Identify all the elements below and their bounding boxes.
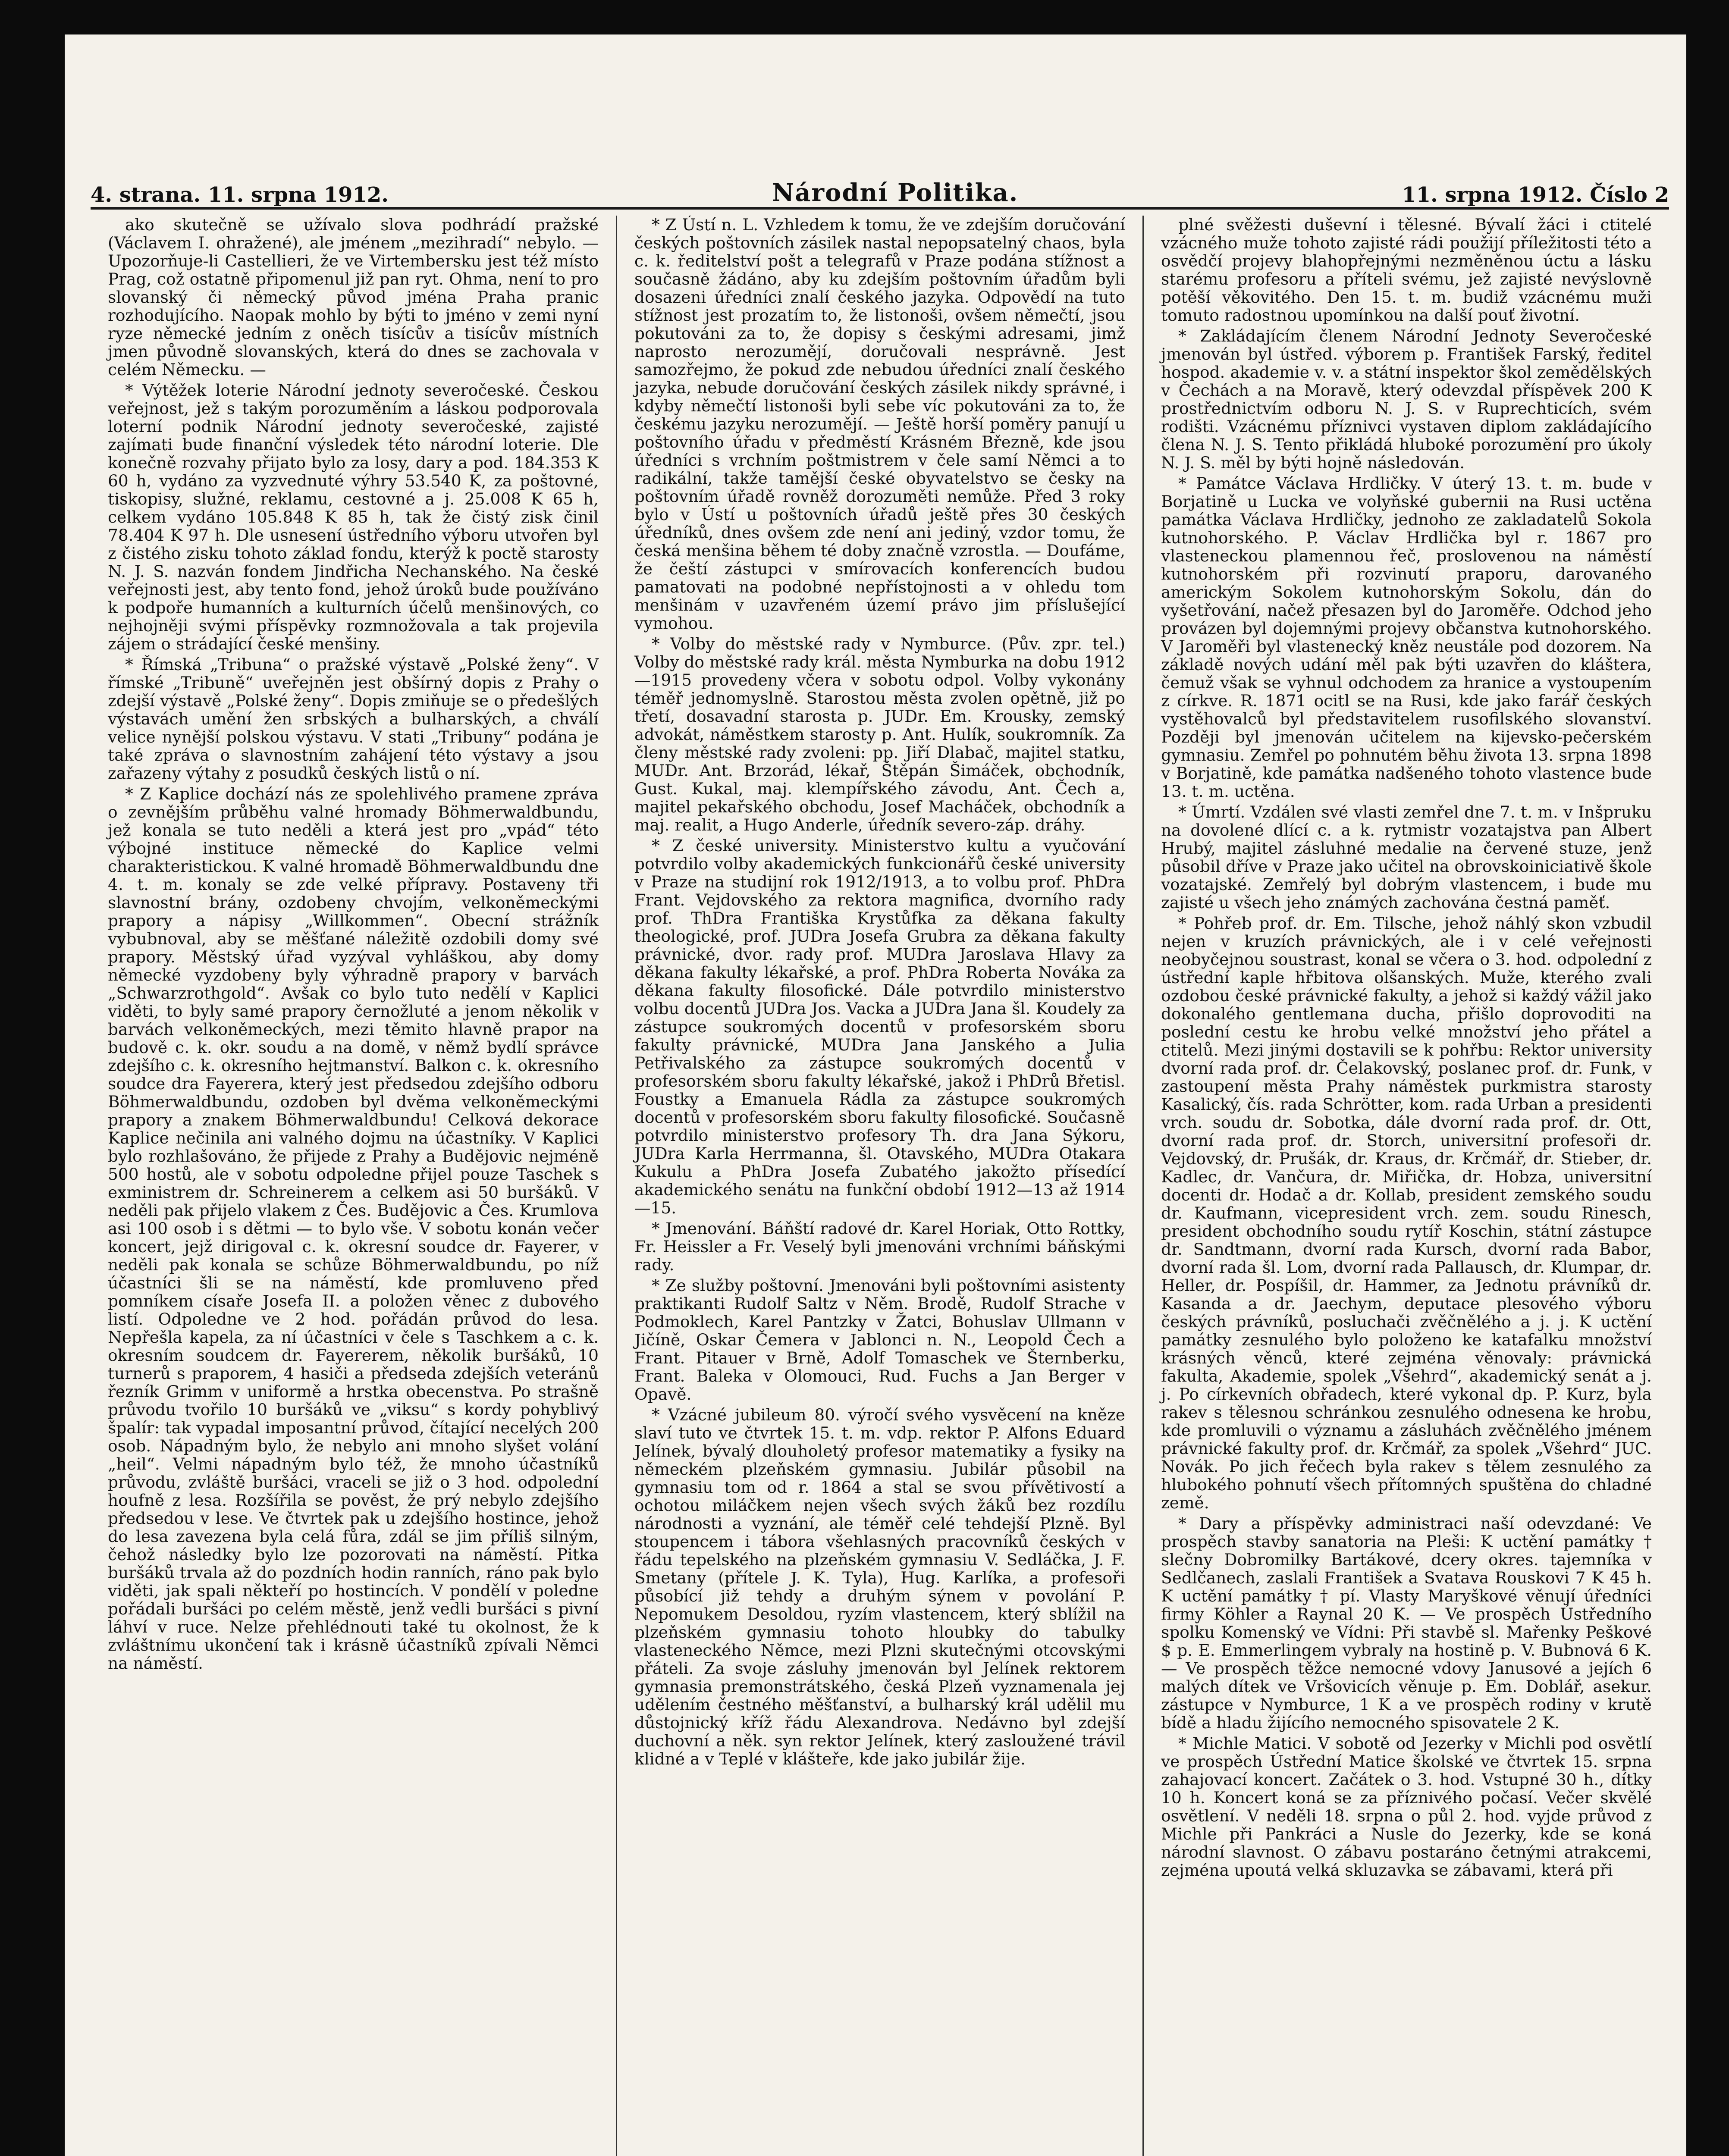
header-left: 4. strana. 11. srpna 1912.	[91, 183, 389, 207]
article-paragraph: * Michle Matici. V sobotě od Jezerky v Michli pod osvětlí ve prospěch Ústřední Matice školské ve čtvrtek 15. srpna zahajovací koncert. Začátek o 3. hod. Vstupné 30 h., dítky 10 h. Koncert koná se za příznivého počasí. Večer skvělé osvětlení. V neděli 18. srpna o půl 2. hod. vyjde průvod z Michle při Pankráci a Nusle do Jezerky, kde se koná národní slavnost. O zábavu postaráno četnými atrakcemi, zejména upoutá velká skluzavka se zábavami, která při	[1161, 1734, 1652, 1880]
article-paragraph: * Zakládajícím členem Národní Jednoty Severočeské jmenován byl ústřed. výborem p. František Farský, ředitel hospod. akademie v. v. a státní inspektor škol zemědělských v Čechách a na Moravě, který odevzdal příspěvek 200 K prostřednictvím odboru N. J. S. v Ruprechticích, svém rodišti. Vzácnému příznivci vystaven diplom zakládajícího člena N. J. S. Tento přikládá hluboké porozumění pro úkoly N. J. S. měl by býti hojně následován.	[1161, 326, 1652, 472]
header-right: 11. srpna 1912. Číslo 2	[1402, 183, 1669, 207]
article-paragraph: * Volby do městské rady v Nymburce. (Pův. zpr. tel.) Volby do městské rady král. města Nymburka na dobu 1912—1915 provedeny včera v sobotu odpol. Volby vykonány téměř jednomyslně. Starostou města zvolen opětně, již po třetí, dosavadní starosta p. JUDr. Em. Krousky, zemský advokát, náměstkem starosty p. Ant. Hulík, soukromník. Za členy městské rady zvoleni: pp. Jiří Dlabač, majitel statku, MUDr. Ant. Brzorád, lékař, Štěpán Šimáček, obchodník, Gust. Kukal, maj. klempířského závodu, Ant. Čech a, majitel pekařského obchodu, Josef Macháček, obchodník a maj. realit, a Hugo Anderle, úředník severo-záp. dráhy.	[634, 634, 1125, 834]
article-paragraph: * Římská „Tribuna“ o pražské výstavě „Polské ženy“. V římské „Tribuně“ uveřejněn jest obšírný dopis z Prahy o zdejší výstavě „Polské ženy“. Dopis zmiňuje se o předešlých výstavách umění žen srbských a bulharských, a chválí velice nynější polskou výstavu. V stati „Tribuny“ podána je také zpráva o slavnostním zahájení této výstavy a jsou zařazeny výtahy z posudků českých listů o ní.	[108, 655, 599, 783]
article-paragraph: * Památce Václava Hrdličky. V úterý 13. t. m. bude v Borjatině u Lucka ve volyňské gubernii na Rusi uctěna památka Václava Hrdličky, jednoho ze zakladatelů Sokola kutnohorského. P. Václav Hrdlička byl r. 1867 pro vlasteneckou plamennou řeč, proslovenou na náměstí kutnohorském při rozvinutí praporu, darovaného americkým Sokolem kutnohorským Sokolu, dán do vyšetřování, načež přesazen byl do Jaroměře. Odchod jeho provázen byl dojemnými projevy občanstva kutnohorského. V Jaroměři byl vlastenecký kněz neustále pod dozorem. Na základě nových udání měl pak býti uzavřen do kláštera, čemuž však se vyhnul odchodem za hranice a vystoupením z církve. R. 1871 ocitl se na Rusi, kde jako farář českých vystěhovalců byl představitelem rusofilského slovanství. Později byl jmenován učitelem na kijevsko-pečerském gymnasiu. Zemřel po pohnutém běhu života 13. srpna 1898 v Borjatině, kde památka nadšeného tohoto vlastence bude 13. t. m. uctěna.	[1161, 474, 1652, 801]
article-paragraph: * Dary a příspěvky administraci naší odevzdané: Ve prospěch stavby sanatoria na Pleši: K uctění památky † slečny Dobromilky Bartákové, dcery okres. tajemníka v Sedlčanech, zaslali František a Svatava Rouskovi 7 K 45 h. K uctění památky † pí. Vlasty Maryškové věnují úředníci firmy Köhler a Raynal 20 K. — Ve prospěch Ústředního spolku Komenský ve Vídni: Při stavbě sl. Mařenky Peškové $ p. E. Emmerlingem vybraly na hostině p. V. Bubnová 6 K. — Ve prospěch těžce nemocné vdovy Janusové a jejích 6 malých dítek ve Vršovicích věnuje p. Em. Doblář, asekur. zástupce v Nymburce, 1 K a ve prospěch rodiny v krutě bídě a hladu žijícího nemocného spisovatele 2 K.	[1161, 1514, 1652, 1732]
article-paragraph: * Z české university. Ministerstvo kultu a vyučování potvrdilo volby akademických funkcionářů české university v Praze na studijní rok 1912/1913, a to volbu prof. PhDra Frant. Vejdovského za rektora magnifica, dvorního rady prof. ThDra Františka Krystůfka za děkana fakulty theologické, prof. JUDra Josefa Grubra za děkana fakulty právnické, dvor. rady prof. MUDra Jaroslava Hlavy za děkana fakulty lékařské, a prof. PhDra Roberta Nováka za děkana fakulty filosofické. Dále potvrdilo ministerstvo volbu docentů JUDra Jos. Vacka a JUDra Jana šl. Koudely za zástupce soukromých docentů v profesorském sboru fakulty právnické, MUDra Jana Janského a Julia Petřivalského za zástupce soukromých docentů v profesorském sboru fakulty lékařské, jakož i PhDrů Břetisl. Foustky a Emanuela Rádla za zástupce soukromých docentů v profesorském sboru fakulty filosofické. Současně potvrdilo ministerstvo profesory Th. dra Jana Sýkoru, JUDra Karla Herrmanna, šl. Otavského, MUDra Otakara Kukulu a PhDra Josefa Zubatého jakožto přísedící akademického senátu na funkční období 1912—13 až 1914—15.	[634, 836, 1125, 1217]
article-paragraph: * Úmrtí. Vzdálen své vlasti zemřel dne 7. t. m. v Inšpruku na dovolené dlící c. a k. rytmistr vozatajstva pan Albert Hrubý, majitel zásluhné medalie na červené stuze, jenž působil dříve v Praze jako učitel na obrovskoiniciativě škole vozatajské. Zemřelý byl dobrým vlastencem, i bude mu zajisté u všech jeho známých zachována čestná paměť.	[1161, 802, 1652, 912]
column-2	[617, 216, 1144, 2156]
article-paragraph: * Z Ústí n. L. Vzhledem k tomu, že ve zdejším doručování českých poštovních zásilek nastal nepopsatelný chaos, byla c. k. ředitelství pošt a telegrafů v Praze podána stížnost a současně žádáno, aby ku zdejším poštovním úřadům byli dosazeni úředníci znalí českého jazyka. Odpovědí na tuto stížnost jest prozatím to, že listonoši, ovšem němečtí, jsou pokutováni za to, že dopisy s českými adresami, jimž naprosto nerozumějí, doručovali nesprávně. Jest samozřejmo, že pokud zde nebudou úředníci znalí českého jazyka, nebude doručování českých zásilek nikdy správné, i kdyby němečtí listonoši byli sebe víc pokutováni za to, že českému jazyku nerozumějí. — Ještě horší poměry panují u poštovního úřadu v předměstí Krásném Březně, kde jsou úředníci s vrchním poštmistrem v čele samí Němci a to radikální, takže tamější české obyvatelstvo se česky na poštovním úřadě rovněž dorozuměti nemůže. Před 3 roky bylo v Ústí u poštovních úřadů ještě přes 30 českých úředníků, dnes ovšem zde není ani jediný, vzdor tomu, že česká menšina během té doby značně vzrostla. — Doufáme, že čeští zástupci v smírovacích konferencích budou pamatovati na podobné nepřístojnosti a v ohledu tom menšinám v uzavřeném území právo jim příslušející vymohou.	[634, 216, 1125, 633]
column-1	[91, 216, 617, 2156]
article-paragraph: plné svěžesti duševní i tělesné. Bývalí žáci i ctitelé vzácného muže tohoto zajisté rádi použijí příležitosti této a osvědčí projevy blahopřejnými nezměněnou úctu a lásku starému profesoru a příteli svému, jež zajisté nevýslovně potěší věkovitého. Den 15. t. m. budiž vzácnému muži tomuto radostnou upomínkou na další pouť životní.	[1161, 216, 1652, 325]
column-3	[1144, 216, 1669, 2156]
article-paragraph: * Jmenování. Báňští radové dr. Karel Horiak, Otto Rottky, Fr. Heissler a Fr. Veselý byli jmenováni vrchními báňskými rady.	[634, 1219, 1125, 1274]
article-paragraph: * Pohřeb prof. dr. Em. Tilsche, jehož náhlý skon vzbudil nejen v kruzích právnických, ale i v celé veřejnosti neobyčejnou soustrast, konal se včera o 3. hod. odpolední z ústřední kaple hřbitova olšanských. Muže, kterého zvali ozdobou české právnické fakulty, a jehož si každý vážil jako dokonalého gentlemana ducha, přišlo doprovoditi na poslední cestu ke hrobu velké množství jeho přátel a ctitelů. Mezi jinými dostavili se k pohřbu: Rektor university dvorní rada prof. dr. Čelakovský, poslanec prof. dr. Funk, v zastoupení města Prahy náměstek purkmistra starosty Kasalický, čís. rada Schrötter, kom. rada Urban a presidenti vrch. soudu dr. Sobotka, dále dvorní rada prof. dr. Ott, dvorní rada prof. dr. Storch, universitní profesoři dr. Vejdovský, dr. Prušák, dr. Kraus, dr. Krčmář, dr. Stieber, dr. Kadlec, dr. Vančura, dr. Miřička, dr. Hobza, universitní docenti dr. Hodač a dr. Kollab, president zemského soudu dr. Kaufmann, vicepresident vrch. zem. soudu Rinesch, president obchodního soudu rytíř Koschin, státní zástupce dr. Sandtmann, dvorní rada Kursch, dvorní rada Babor, dvorní rada šl. Lom, dvorní rada Pallausch, dr. Klumpar, dr. Heller, dr. Pospíšil, dr. Hammer, za Jednotu právníků dr. Kasanda a dr. Jaechym, deputace plesového výboru českých právníků, posluchači zvěčnělého a j. j. K uctění památky zesnulého bylo položeno ke katafalku množství krásných věnců, které zejména věnovaly: právnická fakulta, Akademie, spolek „Všehrd“, akademický senát a j. j. Po církevních obřadech, které vykonal dp. P. Kurz, byla rakev s tělesnou schránkou zesnulého odnesena ke hrobu, kde promluvili o významu a zásluhách zvěčnělého jménem právnické fakulty prof. dr. Krčmář, za spolek „Všehrd“ JUC. Novák. Po jich řečech byla rakev s tělem zesnulého za hlubokého pohnutí všech přítomných spuštěna do chladné země.	[1161, 914, 1652, 1512]
article-paragraph: * Ze služby poštovní. Jmenováni byli poštovními asistenty praktikanti Rudolf Saltz v Něm. Brodě, Rudolf Strache v Podmoklech, Karel Pantzky v Žatci, Bohuslav Ullmann v Jičíně, Oskar Čemera v Jablonci n. N., Leopold Čech a Frant. Pitauer v Brně, Adolf Tomaschek ve Šternberku, Frant. Baleka v Olomouci, Rud. Fuchs a Jan Berger v Opavě.	[634, 1276, 1125, 1404]
masthead-title: Národní Politika.	[772, 179, 1019, 207]
article-paragraph: ako skutečně se užívalo slova podhrádí pražské (Václavem I. ohražené), ale jménem „mezihradí“ nebylo. — Upozorňuje-li Castellieri, že ve Virtembersku jest též místo Prag, což ostatně připomenul již pan ryt. Ohma, není to pro slovanský či německý původ jména Praha pranic rozhodujícího. Naopak mohlo by býti to jméno v zemi nyní ryze německé jedním z oněch tisícův a tisícův místních jmen původně slovanských, která do dnes se zachovala v celém Německu. —	[108, 216, 599, 379]
page-header	[91, 155, 1669, 210]
article-columns	[91, 216, 1669, 2156]
article-paragraph: * Výtěžek loterie Národní jednoty severočeské. Českou veřejnost, jež s takým porozuměním a láskou podporovala loterní podnik Národní jednoty severočeské, zajisté zajímati bude finanční výsledek této národní loterie. Dle konečně rozvahy přijato bylo za losy, dary a pod. 184.353 K 60 h, vydáno za vyzvednuté výhry 53.540 K, za poštovné, tiskopisy, služné, reklamu, cestovné a j. 25.008 K 65 h, celkem vydáno 105.848 K 85 h, tak že čistý zisk činil 78.404 K 97 h. Dle usnesení ústředního výboru utvořen byl z čistého zisku tohoto základ fondu, kterýž k poctě starosty N. J. S. nazván fondem Jindřicha Nechanského. Na české veřejnosti jest, aby tento fond, jehož úroků bude používáno k podpoře humanních a kulturních účelů menšinových, co nejhojněji svými příspěvky rozmnožovala a tak projevila zájem o strádající české menšiny.	[108, 381, 599, 653]
article-paragraph: * Z Kaplice dochází nás ze spolehlivého pramene zpráva o zevnějším průběhu valné hromady Böhmerwaldbundu, jež konala se tuto neděli a která jest pro „vpád“ této výbojné instituce německé do Kaplice velmi charakteristickou. K valné hromadě Böhmerwaldbundu dne 4. t. m. konaly se zde velké přípravy. Postaveny tři slavnostní brány, ozdobeny chvojím, velkoněmeckými prapory a nápisy „Willkommen“. Obecní strážník vybubnoval, aby se měšťané náležitě ozdobili domy své prapory. Městský úřad vyzýval vyhláškou, aby domy německé vyzdobeny byly výhradně prapory v barvách „Schwarzrothgold“. Avšak co bylo tuto nedělí v Kaplici viděti, to byly samé prapory černožluté a jenom několik v barvách velkoněmeckých, mezi těmito hlavně prapor na budově c. k. okr. soudu a na domě, v němž bydlí správce zdejšího c. k. okresního hejtmanství. Balkon c. k. okresního soudce dra Fayerera, který jest předsedou zdejšího odboru Böhmerwaldbundu, ozdoben byl dvěma velkoněmeckými prapory a znakem Böhmerwaldbundu! Celková dekorace Kaplice nečinila ani valného dojmu na účastníky. V Kaplici bylo rozhlašováno, že přijede z Prahy a Budějovic nejméně 500 hostů, ale v sobotu odpoledne přijel pouze Taschek s exministrem dr. Schreinerem a celkem asi 50 buršáků. V neděli pak přijelo vlakem z Čes. Budějovic a Čes. Krumlova asi 100 osob i s dětmi — to bylo vše. V sobotu konán večer koncert, jejž dirigoval c. k. okresní soudce dr. Fayerer, v neděli pak konala se schůze Böhmerwaldbundu, po níž účastníci šli se na náměstí, kde promluveno před pomníkem císaře Josefa II. a položen věnec z dubového listí. Odpoledne ve 2 hod. pořádán průvod do lesa. Nepřešla kapela, za ní účastníci v čele s Taschkem a c. k. okresním soudcem dr. Fayererem, několik buršáků, 10 turnerů s praporem, 4 hasiči a předseda zdejších veteránů řezník Grimm v uniformě a hrstka obecenstva. Po strašně průvodu tvořilo 10 buršáků ve „viksu“ s kordy pohyblivý špalír: tak vypadal imposantní průvod, čítající necelých 200 osob. Nápadným bylo, že nebylo ani mnoho slyšet volání „heil“. Velmi nápadným bylo též, že mnoho účastníků průvodu, zvláště buršáci, vraceli se již o 3 hod. odpolední houfně z lesa. Rozšířila se pověst, že prý nebylo zdejšího předsedou v lese. Ve čtvrtek pak u zdejšího hostince, jehož do lesa zavezena byla celá fůra, zdál se jim příliš silným, čehož následky bylo lze pozorovati na náměstí. Pitka buršáků trvala až do pozdních hodin ranních, ráno pak bylo viděti, jak spali někteří po hostincích. V pondělí v poledne pořádali buršáci po celém městě, jenž vedli buršáci s pivní láhví v ruce. Nelze přehlédnouti také tu okolnost, že k zvláštnímu ukončení tak i krásně účastníků zpívali Němci na náměstí.	[108, 784, 599, 1673]
article-paragraph: * Vzácné jubileum 80. výročí svého vysvěcení na kněze slaví tuto ve čtvrtek 15. t. m. vdp. rektor P. Alfons Eduard Jelínek, bývalý dlouholetý profesor matematiky a fysiky na německém plzeňském gymnasiu. Jubilár působil na gymnasiu tom od r. 1864 a stal se svou přívětivostí a ochotou miláčkem nejen všech svých žáků bez rozdílu národnosti a vyznání, ale téměř celé tehdejší Plzně. Byl stoupencem i tábora všehlasných pracovníků českých v řádu tepelského na plzeňském gymnasiu V. Sedláčka, J. F. Smetany (přítele J. K. Tyla), Hug. Karlíka, a profesoři působící již tehdy a druhým sýnem v povolání P. Nepomukem Desoldou, ryzím vlastencem, který sblížil na plzeňském gymnasiu tohoto hloubky do tabulky vlasteneckého Němce, mezi Plzni skutečnými otcovskými přáteli. Za svoje zásluhy jmenován byl Jelínek rektorem gymnasia premonstrátského, česká Plzeň vyznamenala jej udělením čestného měšťanství, a bulharský král udělil mu důstojnický kříž řádu Alexandrova. Nedávno byl zdejší duchovní a něk. syn rektor Jelínek, který zasloužené trávil klidné a v Teplé v klášteře, kde jako jubilár žije.	[634, 1405, 1125, 1768]
newspaper-page	[65, 34, 1686, 2156]
